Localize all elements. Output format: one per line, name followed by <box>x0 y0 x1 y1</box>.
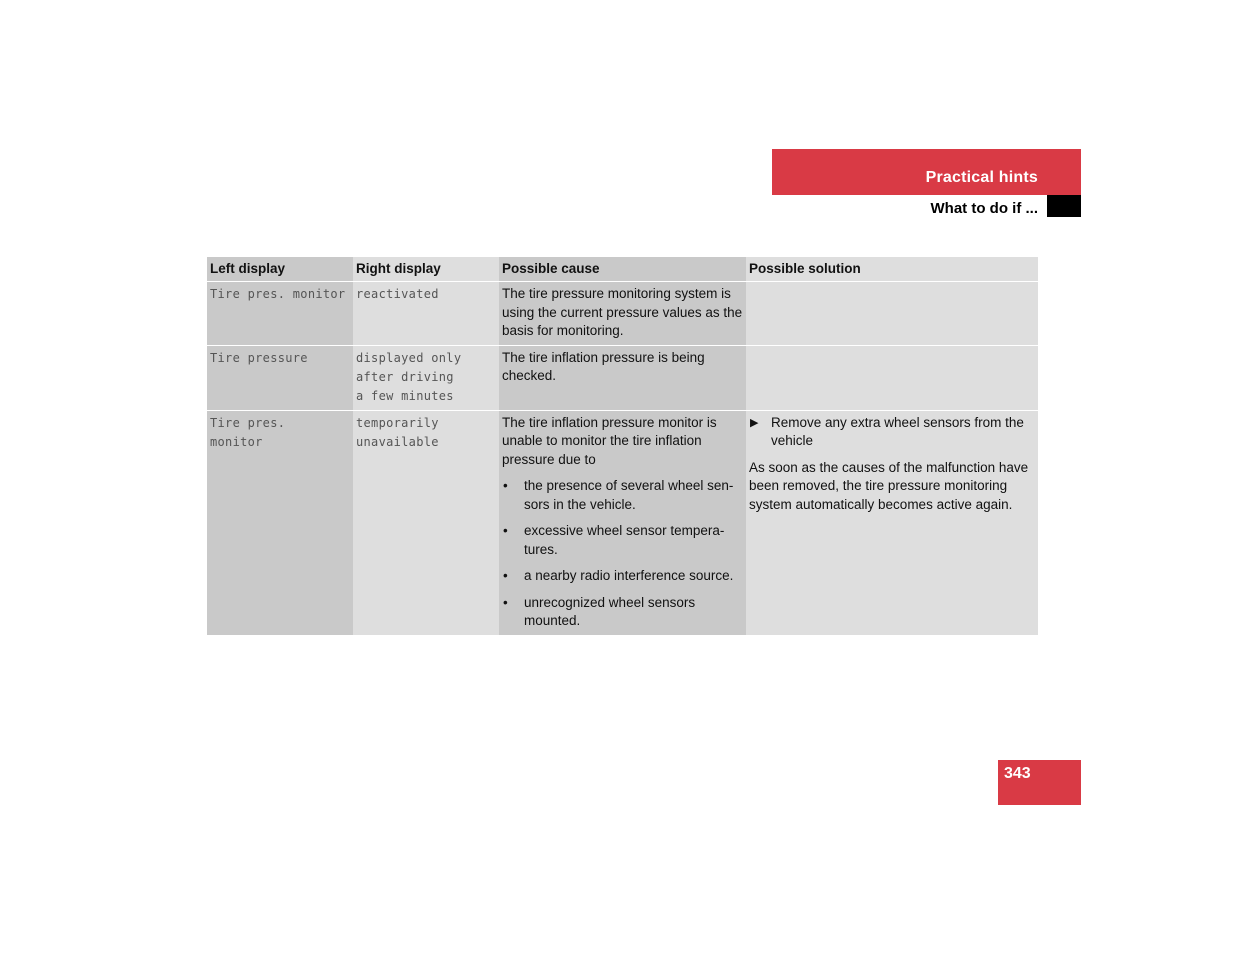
column-header-possible-solution: Possible solution <box>746 257 1038 282</box>
possible-cause-cell: The tire inflation pressure is being checked. <box>499 345 746 410</box>
list-item-text: excessive wheel sensor tempera-tures. <box>524 523 725 557</box>
left-display-cell: Tire pres. monitor <box>207 282 353 346</box>
cause-list <box>502 477 743 631</box>
table-row <box>207 410 1038 635</box>
possible-solution-cell <box>746 282 1038 346</box>
section-marker <box>1047 195 1081 217</box>
right-display-cell: displayed only after driving a few minutes <box>353 345 499 410</box>
cause-intro: The tire inflation pressure monitor is unable to monitor the tire inflation pressure due to <box>502 414 717 467</box>
right-display-cell: reactivated <box>353 282 499 346</box>
page-number-box <box>998 760 1081 805</box>
table-row <box>207 282 1038 346</box>
right-display-cell: temporarily unavailable <box>353 410 499 635</box>
table-row <box>207 345 1038 410</box>
play-arrow-icon: ▶ <box>750 416 759 429</box>
subsection-title: What to do if ... <box>930 200 1038 217</box>
bullet-icon: • <box>503 568 508 583</box>
solution-action-text: Remove any extra wheel sensors from the vehicle <box>771 414 1024 448</box>
column-header-possible-cause: Possible cause <box>499 257 746 282</box>
list-item <box>502 522 743 559</box>
bullet-icon: • <box>503 523 508 538</box>
bullet-icon: • <box>503 594 508 610</box>
possible-solution-cell <box>746 410 1038 635</box>
solution-action <box>749 414 1035 451</box>
list-item-text: a nearby radio interference source. <box>524 568 734 583</box>
possible-cause-cell: The tire pressure monitoring system is using the current pressure values as the basis for monitoring. <box>499 282 746 346</box>
possible-cause-cell <box>499 410 746 635</box>
possible-solution-cell <box>746 345 1038 410</box>
list-item-text: the presence of several wheel sen-sors in the vehicle. <box>524 478 734 512</box>
list-item <box>502 567 743 586</box>
page-number: 343 <box>1004 765 1031 782</box>
list-item-text: unrecognized wheel sensors mounted. <box>524 594 696 628</box>
left-display-cell: Tire pres. monitor <box>207 410 353 635</box>
solution-note: As soon as the causes of the malfunction have been removed, the tire pressure monitoring system automatically becomes active again. <box>749 459 1029 512</box>
section-title: Practical hints <box>925 169 1038 186</box>
list-item <box>502 594 743 631</box>
table-header-row <box>207 257 1038 282</box>
bullet-icon: • <box>503 478 508 493</box>
column-header-left-display: Left display <box>207 257 353 282</box>
list-item <box>502 477 743 514</box>
section-header-bar <box>772 149 1081 195</box>
column-header-right-display: Right display <box>353 257 499 282</box>
troubleshooting-table <box>207 257 1038 636</box>
left-display-cell: Tire pressure <box>207 345 353 410</box>
